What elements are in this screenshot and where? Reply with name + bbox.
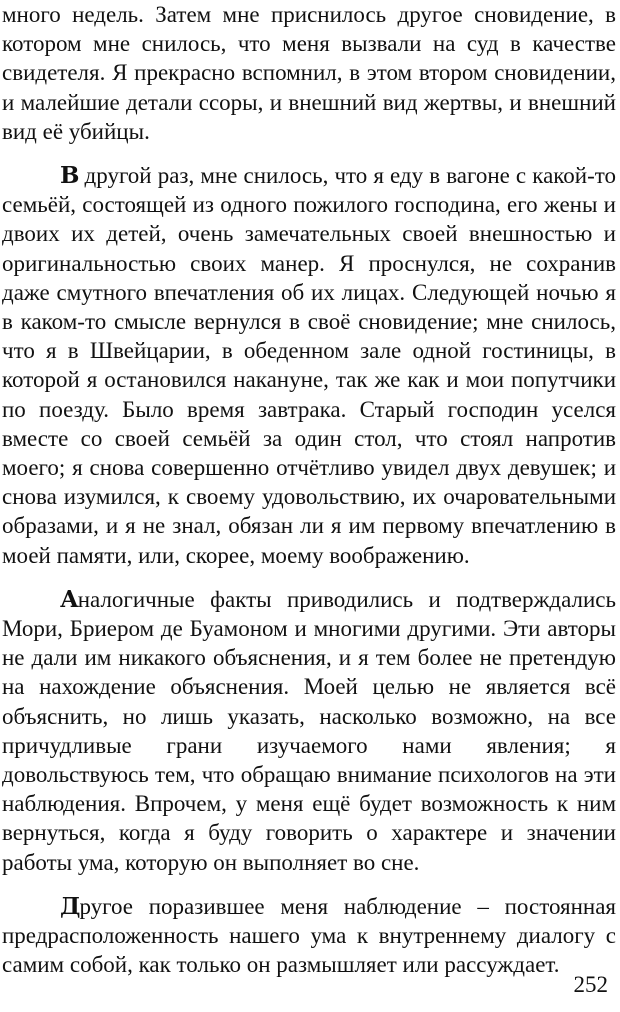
- page-number: 252: [573, 972, 608, 997]
- paragraph-4-dropcap: Д: [60, 892, 80, 920]
- paragraph-2: [2, 161, 616, 570]
- paragraph-2-text: другой раз, мне снилось, что я еду в вагоне с какой-то семьёй, состоящей из одного пожилого господина, его жены и двоих их детей, очень замечательных своей внешностью и оригинальностью своих манер. Я проснулся, не сохранив даже смутного впечатления об их лицах. Следующей ночью я в каком-то смысле вернулся в своё сновидение; мне снилось, что я в Швейцарии, в обеденном зале одной гостиницы, в которой я остановился накануне, так же как и мои попутчики по поезду. Было время завтрака. Старый господин уселся вместе со своей семьёй за один стол, что стоял напротив моего; я снова совершенно отчётливо увидел двух девушек; и снова изумился, к своему удовольствию, их очаровательными образами, и я не знал, обязан ли я им первому впечатлению в моей памяти, или, скорее, моему воображению.: [2, 163, 616, 568]
- paragraph-3: [2, 585, 616, 877]
- paragraph-3-text: налогичные факты приводились и подтверждались Мори, Бриером де Буамоном и многими другими. Эти авторы не дали им никакого объяснения, и я тем более не претендую на нахождение объяснения. Моей целью не является всё объяснить, но лишь указать, насколько возможно, на все причудливые грани изучаемого нами явления; я довольствуюсь тем, что обращаю внимание психологов на эти наблюдения. Впрочем, у меня ещё будет возможность к ним вернуться, когда я буду говорить о характере и значении работы ума, которую он выполняет во сне.: [2, 586, 616, 875]
- paragraph-3-dropcap: А: [60, 585, 78, 613]
- paragraph-1: [2, 0, 616, 146]
- paragraph-2-dropcap: В: [60, 162, 79, 190]
- paragraph-4: [2, 892, 616, 980]
- paragraph-4-text: ругое поразившее меня наблюдение – постоянная предрасположенность нашего ума к внутреннему диалогу с самим собой, как только он размышляет или рассуждает.: [2, 893, 616, 978]
- paragraph-1-text: много недель. Затем мне приснилось другое сновидение, в котором мне снилось, что меня вызвали на суд в качестве свидетеля. Я прекрасно вспомнил, в этом втором сновидении, и малейшие детали ссоры, и внешний вид жертвы, и внешний вид её убийцы.: [2, 2, 616, 144]
